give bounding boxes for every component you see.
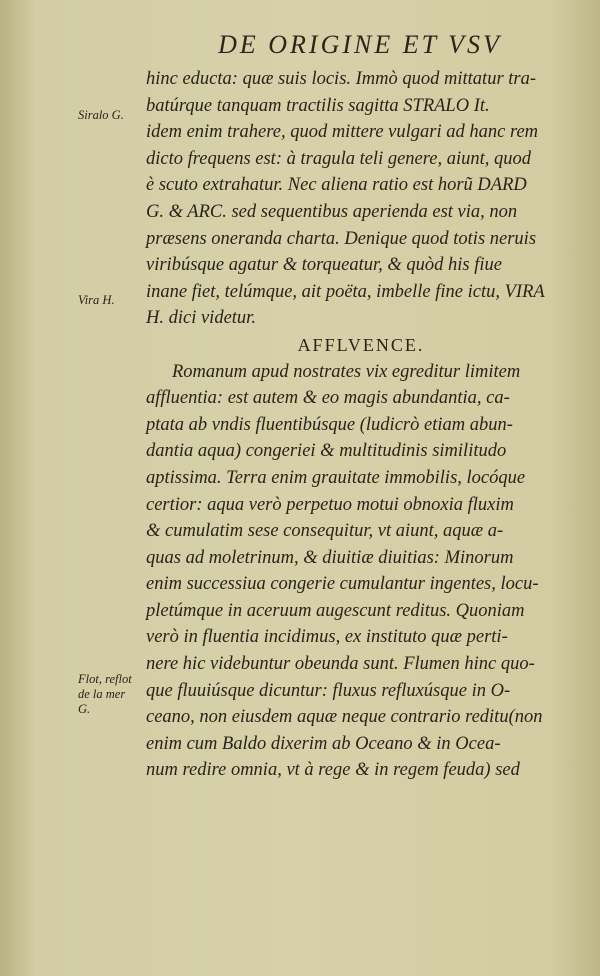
margin-note-line: de la mer — [78, 687, 126, 701]
text-line: inane fiet, telúmque, ait poëta, imbelle fine ictu, VIRA — [146, 281, 545, 302]
text-line: ptata ab vndis fluentibúsque (ludicrò etiam abun- — [146, 414, 513, 435]
text-line: aptissima. Terra enim grauitate immobilis, locóque — [146, 467, 526, 488]
text-line: pletúmque in aceruum augescunt reditus. Quoniam — [146, 600, 525, 621]
margin-note-line: Vira H. — [78, 293, 115, 307]
text-line: verò in fluentia incidimus, ex instituto quæ perti- — [146, 627, 508, 648]
text-line: hinc educta: quæ suis locis. Immò quod mittatur tra- — [146, 69, 537, 89]
text-line: enim cum Baldo dixerim ab Oceano & in Ocea- — [146, 733, 501, 754]
text-line: nere hic videbuntur obeunda sunt. Flumen hinc quo- — [146, 654, 535, 675]
text-line: H. dici videtur. — [146, 308, 256, 329]
text-line: enim successiua congerie cumulantur ingentes, locu- — [146, 574, 539, 595]
text-line: viribúsque agatur & torqueatur, & quòd his fiue — [146, 255, 502, 276]
text-line: & cumulatim sese consequitur, vt aiunt, aquæ a- — [146, 521, 504, 542]
text-line: batúrque tanquam tractilis sagitta STRALO It. — [146, 95, 490, 116]
text-line: idem enim trahere, quod mittere vulgari ad hanc rem — [146, 122, 539, 143]
text-line: dantia aqua) congeriei & multitudinis similitudo — [146, 441, 507, 462]
text-line: G. & ARC. sed sequentibus aperienda est via, non — [146, 201, 518, 222]
text-line: quas ad moletrinum, & diuitiæ diuitias: Minorum — [146, 547, 514, 568]
margin-note-siralo — [78, 108, 146, 123]
main-text — [146, 66, 576, 784]
text-line: præsens oneranda charta. Denique quod totis neruis — [146, 228, 537, 249]
section-heading: AFFLVENCE. — [297, 334, 425, 355]
text-line: ceano, non eiusdem aquæ neque contrario reditu(non — [146, 707, 543, 728]
text-line: è scuto extrahatur. Nec aliena ratio est horũ DARD — [146, 175, 527, 196]
text-line: affluentia: est autem & eo magis abundantia, ca- — [146, 388, 510, 409]
margin-note-line: G. — [78, 702, 91, 716]
text-line: certior: aqua verò perpetuo motui obnoxia fluxim — [146, 494, 514, 515]
margin-note-line: Siralo G. — [78, 108, 124, 122]
margin-note-flot — [78, 672, 146, 717]
running-header: DE ORIGINE ET VSV — [218, 30, 502, 59]
text-line: dicto frequens est: à tragula teli genere, aiunt, quod — [146, 148, 532, 169]
text-line: que fluuiúsque dicuntur: fluxus refluxúsque in O- — [146, 680, 511, 701]
text-line: Romanum apud nostrates vix egreditur limitem — [172, 361, 521, 382]
text-line: num redire omnia, vt à rege & in regem feuda) sed — [146, 760, 520, 781]
margin-note-line: Flot, reflot — [78, 672, 132, 686]
margin-note-vira — [78, 293, 146, 308]
